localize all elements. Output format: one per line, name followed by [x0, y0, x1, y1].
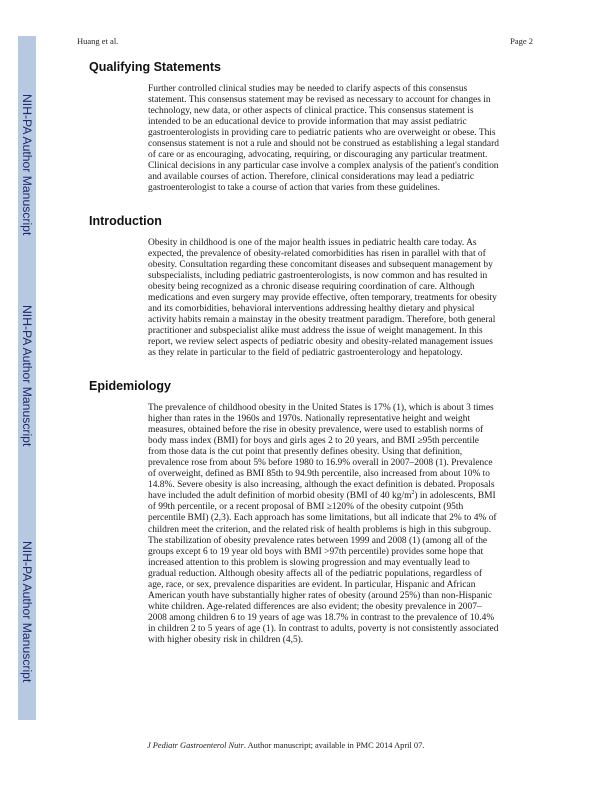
- text-line: consensus statement is not a rule and should not be construed as establishing a legal standard: [148, 139, 499, 150]
- text-line: The stabilization of obesity prevalence rates between 1999 and 2008 (1) (among all of the: [148, 535, 488, 546]
- paragraph-epidemiology: [148, 403, 520, 646]
- text-line: body mass index (BMI) for boys and girls ages 2 to 20 years, and BMI ≥95th percentile: [148, 436, 479, 447]
- text-line: medications and even surgery may provide effective, often temporary, treatments for obesity: [148, 293, 497, 304]
- text-line: of 99th percentile, or a recent proposal of BMI ≥120% of the obesity cutpoint (95th: [148, 502, 464, 513]
- text-line: and available courses of action. Therefore, clinical considerations may lead a pediatric: [148, 172, 475, 183]
- text-line: from those data is the cut point that presently defines obesity. Using that definition,: [148, 447, 463, 458]
- text-line: activity habits remain a mainstay in the obesity treatment paradigm. Therefore, both general: [148, 315, 496, 326]
- text-line: Clinical decisions in any particular case involve a complex analysis of the patient's condition: [148, 161, 499, 172]
- section-heading-epidemiology: Epidemiology: [89, 379, 171, 393]
- text-line: 2008 among children 6 to 19 years of age was 18.7% in contrast to the prevalence of 10.4%: [148, 612, 495, 623]
- text-line: American youth have substantially higher rates of obesity (around 25%) than non-Hispanic: [148, 590, 493, 601]
- paragraph-qualifying-statements: [148, 84, 520, 194]
- text-line: subspecialists, including pediatric gastroenterologists, is now common and has resulted in: [148, 271, 488, 282]
- text-line: Further controlled clinical studies may be needed to clarify aspects of this consensus: [148, 84, 468, 94]
- sidebar-label-text: NIH-PA Author Manuscript: [20, 94, 34, 236]
- text-line: of overweight, defined as BMI 85th to 94.9th percentile, also increased from about 10% to: [148, 469, 491, 480]
- text-line: prevalence rose from about 5% before 1980 to 16.9% overall in 2007–2008 (1). Prevalence: [148, 458, 493, 469]
- text-line: have included the adult definition of morbid obesity (BMI of 40 $kg/m^2$) in adolescents, BMI: [148, 490, 496, 502]
- text-line: in children 2 to 5 years of age (1). In contrast to adults, poverty is not consistently associated: [148, 623, 499, 634]
- footer-availability: . Author manuscript; available in PMC 2014 April 07.: [243, 741, 425, 750]
- text-line: higher than rates in the 1960s and 1970s. Nationally representative height and weight: [148, 414, 471, 425]
- text-line: expected, the prevalence of obesity-related comorbidities has risen in parallel with that of: [148, 249, 486, 260]
- text-line: percentile BMI) (2,3). Each approach has some limitations, but all indicate that 2% to 4% of: [148, 513, 497, 524]
- text-line: 14.8%. Severe obesity is also increasing, although the exact definition is debated. Proposals: [148, 480, 495, 491]
- text-line: white children. Age-related differences are also evident; the obesity prevalence in 2007–: [148, 601, 482, 612]
- section-heading-introduction: Introduction: [89, 214, 162, 228]
- section-heading-qualifying-statements: Qualifying Statements: [89, 60, 221, 74]
- text-line: of care or as encouraging, advocating, requiring, or discouraging any particular treatment.: [148, 150, 488, 161]
- sidebar-label-3: [18, 542, 36, 682]
- text-line: children meet the criterion, and the related risk of health problems is high in this subgroup.: [148, 524, 492, 535]
- text-line: and its comorbidities, behavioral interventions addressing healthy dietary and physical: [148, 304, 475, 315]
- paragraph-introduction: [148, 238, 520, 360]
- text-line: practitioner and subspecialist alike must address the issue of weight management. In this: [148, 326, 483, 337]
- text-line: increased attention to this problem is slowing progression and may eventually lead to: [148, 557, 470, 568]
- sidebar-label-2: [18, 306, 36, 446]
- text-line: obesity being recognized as a chronic disease requiring coordination of care. Although: [148, 282, 475, 293]
- sidebar-label-1: [18, 95, 36, 235]
- text-line: groups except 6 to 19 year old boys with BMI >97th percentile) provides some hope that: [148, 546, 484, 557]
- text-line: intended to be an educational device to provide information that may assist pediatric: [148, 117, 467, 128]
- running-head-page: Page 2: [510, 36, 533, 46]
- text-line: age, race, or sex, prevalence disparities are evident. In particular, Hispanic and African: [148, 579, 476, 590]
- text-line: gastroenterologists in providing care to pediatric patients who are overweight or obese. This: [148, 128, 496, 139]
- footer-journal: J Pediatr Gastroenterol Nutr: [147, 741, 244, 750]
- text-line: with higher obesity risk in children (4,5).: [148, 634, 304, 645]
- text-line: The prevalence of childhood obesity in the United States is 17% (1), which is about 3 times: [148, 403, 494, 413]
- text-line: technology, new data, or other aspects of clinical practice. This consensus statement is: [148, 106, 474, 117]
- text-line: Obesity in childhood is one of the major health issues in pediatric health care today. As: [148, 238, 477, 248]
- text-line: measures, obtained before the rise in obesity prevalence, were used to establish norms of: [148, 425, 484, 436]
- text-line: gastroenterologist to take a course of action that varies from these guidelines.: [148, 183, 440, 194]
- text-line: gradual reduction. Although obesity affects all of the pediatric populations, regardless of: [148, 568, 482, 579]
- text-line: obesity. Consultation regarding these concomitant diseases and subsequent management by: [148, 260, 493, 271]
- footer-citation: [147, 741, 424, 750]
- running-head-authors: Huang et al.: [77, 36, 119, 46]
- text-line: as they relate in particular to the field of pediatric gastroenterology and hepatology.: [148, 348, 463, 359]
- sidebar-label-text: NIH-PA Author Manuscript: [20, 541, 34, 683]
- text-line: report, we review select aspects of pediatric obesity and obesity-related management issues: [148, 337, 493, 348]
- sidebar-label-text: NIH-PA Author Manuscript: [20, 305, 34, 447]
- text-line: statement. This consensus statement may be revised as necessary to account for changes in: [148, 95, 491, 106]
